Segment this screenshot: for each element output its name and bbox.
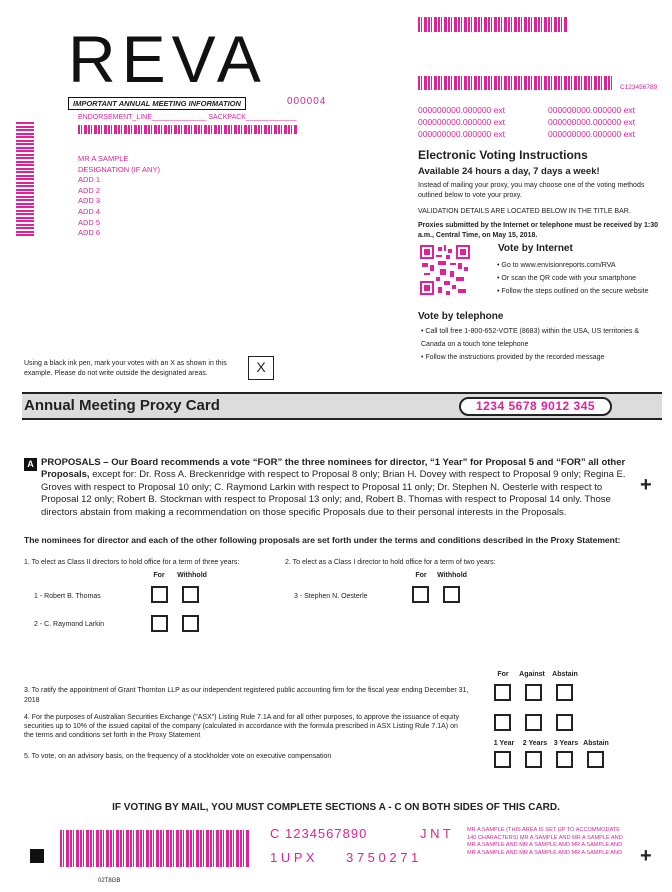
p2-col-withhold: Withhold [437,572,467,579]
address-line: ADD 3 [78,196,101,206]
address-line: DESIGNATION (IF ANY) [78,164,160,174]
nominee-2-for-checkbox[interactable] [151,615,168,632]
proposal-2-title: 2. To elect as a Class I director to hold office for a term of two years: [285,559,496,566]
marking-instruction: Using a black ink pen, mark your votes with an X as shown in this example. Please do not write outside the designated areas. [24,360,227,377]
internet-step: • Follow the steps outlined on the secure website [497,288,649,295]
proposals-header [41,457,626,519]
control-barcode [418,76,614,90]
p4-abstain-checkbox[interactable] [556,714,573,731]
endorsement-line: ENDORSEMENT_LINE______________ SACKPACK_____________ [78,114,297,121]
nominee-1-for-checkbox[interactable] [151,586,168,603]
proposals-header-bold: PROPOSALS – Our Board recommends a vote “FOR” the three nominees for director, “1 Year” for Proposal 5 and “FOR” all other Proposals, [41,457,626,481]
mailing-address [78,154,160,239]
footer-code-1: C 1234567890 [270,826,368,841]
nominee-2-withhold-checkbox[interactable] [182,615,199,632]
address-line: ADD 1 [78,175,101,185]
col-against: Against [519,671,545,678]
phone-step: • Follow the instructions provided by the recorded message [421,354,605,361]
deadline-note: Proxies submitted by the Internet or telephone must be received by 1:30 a.m., Central Time, on May 15, 2018. [418,222,659,239]
example-mark-box: X [248,356,274,380]
p3-abstain-checkbox[interactable] [556,684,573,701]
proposal-1-title: 1. To elect as Class II directors to hold office for a term of three years: [24,559,240,566]
address-line: MR A SAMPLE [78,154,129,163]
control-code: C123456789 [620,84,658,91]
nominee-label: 2 - C. Raymond Larkin [34,621,105,628]
form-code: 02T8GB [98,878,121,884]
mail-notice: IF VOTING BY MAIL, YOU MUST COMPLETE SECTIONS A - C ON BOTH SIDES OF THIS CARD. [112,802,560,813]
p5-1-year-checkbox[interactable] [494,751,511,768]
col-1-year: 1 Year [493,740,515,747]
internet-title: Vote by Internet [498,243,573,254]
section-a-badge: A [24,458,37,471]
footer-code-2: J N T [420,826,451,841]
meeting-info-label: IMPORTANT ANNUAL MEETING INFORMATION [68,97,246,110]
col-2-years: 2 Years [522,740,548,747]
proposal-5-text: 5. To vote, on an advisory basis, on the frequency of a stockholder vote on executive compensation [24,753,332,760]
nominee-label: 1 - Robert B. Thomas [34,593,101,600]
plus-mark-bottom: + [640,845,652,867]
footer-code-3: 1 U P X [270,850,315,865]
address-line: ADD 5 [78,217,101,227]
p4-for-checkbox[interactable] [494,714,511,731]
nominee-1-withhold-checkbox[interactable] [182,586,199,603]
phone-step: • Call toll free 1-800-652-VOTE (8683) within the USA, US territories & Canada on a touch tone telephone [421,328,639,348]
p2-col-for: For [415,572,427,579]
p4-against-checkbox[interactable] [525,714,542,731]
p5-3-years-checkbox[interactable] [556,751,573,768]
validation-code: 1234 5678 9012 345 [459,397,612,416]
col-abstain-freq: Abstain [583,740,609,747]
voting-title: Electronic Voting Instructions [418,148,588,162]
ext-line: 000000000.000000 ext [418,117,505,127]
postal-barcode [78,125,298,134]
ext-lines-right [548,104,635,140]
plus-mark-right: + [640,474,652,496]
ext-line: 000000000.000000 ext [548,129,635,139]
footer-sample-text: MR A SAMPLE (THIS AREA IS SET UP TO ACCOMMODATE 140 CHARACTERS) MR A SAMPLE AND MR A SAMPLE AND MR A SAMPLE AND MR A SAMPLE AND MR A SAMPLE AND MR A SAMPLE AND MR A SAMPLE AND MR A SAMPLE AND [467,827,623,856]
address-line: ADD 6 [78,228,101,238]
sequence-number: 000004 [287,96,327,107]
p1-col-withhold: Withhold [177,572,207,579]
top-barcode [418,17,568,32]
proposal-4-text: 4. For the purposes of Australian Securities Exchange ("ASX") Listing Rule 7.1A and for all other purposes, to approve the issuance of equity securities up to 10% of the issued capital of the company (calculated in accordance with the formula prescribed in ASX Listing Rule 7.1A) on the terms and conditions set forth in the Proxy Statement [24,714,459,739]
side-barcode [16,122,34,236]
col-for: For [497,671,509,678]
p3-for-checkbox[interactable] [494,684,511,701]
voting-intro: Instead of mailing your proxy, you may choose one of the voting methods outlined below to vote your proxy. [418,182,645,199]
col-3-years: 3 Years [553,740,579,747]
nominee-3-withhold-checkbox[interactable] [443,586,460,603]
nominee-label: 3 - Stephen N. Oesterle [294,593,368,600]
p5-abstain-checkbox[interactable] [587,751,604,768]
p3-against-checkbox[interactable] [525,684,542,701]
p5-2-years-checkbox[interactable] [525,751,542,768]
qr-code-icon [420,245,470,295]
internet-step: • Go to www.envisionreports.com/RVA [497,262,616,269]
nominee-3-for-checkbox[interactable] [412,586,429,603]
address-line: ADD 2 [78,185,101,195]
ext-line: 000000000.000000 ext [418,105,505,115]
internet-step: • Or scan the QR code with your smartphone [497,275,637,282]
ext-lines-left [418,104,505,140]
p1-col-for: For [153,572,165,579]
col-abstain: Abstain [552,671,578,678]
voting-subtitle: Available 24 hours a day, 7 days a week! [418,166,600,177]
ext-line: 000000000.000000 ext [418,129,505,139]
address-line: ADD 4 [78,206,101,216]
reva-logo: REVA [68,22,267,96]
card-title: Annual Meeting Proxy Card [24,397,220,414]
proposals-header-rest: except for: Dr. Ross A. Breckenridge with respect to Proposal 8 only; Brian H. Dovey with respect to Proposal 9 only; Regina E. Groves with respect to Proposal 10 only; C. Raymond Larkin with respect to Proposal 11 only; Dr. Stephen N. Oesterle with respect to Proposal 12 only; Robert B. Stockman with respect to Proposal 13 only; and, Robert B. Thomas with respect to Proposal 14 only. Those directors abstain from making a recommendation on those specific Proposals due to their personal interests in the Proposals. [41,469,626,518]
corner-square [30,849,44,863]
phone-title: Vote by telephone [418,311,504,322]
proposal-3-text: 3. To ratify the appointment of Grant Thornton LLP as our independent registered public accounting firm for the fiscal year ending December 31, 2018 [24,687,469,704]
ext-line: 000000000.000000 ext [548,117,635,127]
footer-barcode [60,830,250,867]
ext-line: 000000000.000000 ext [548,105,635,115]
phone-steps [421,325,661,364]
footer-code-4: 3 7 5 0 2 7 1 [346,850,419,865]
validation-note: VALIDATION DETAILS ARE LOCATED BELOW IN THE TITLE BAR. [418,208,631,215]
nominee-note: The nominees for director and each of the other following proposals are set forth under the terms and conditions described in the Proxy Statement: [24,535,621,545]
internet-steps [497,259,667,298]
